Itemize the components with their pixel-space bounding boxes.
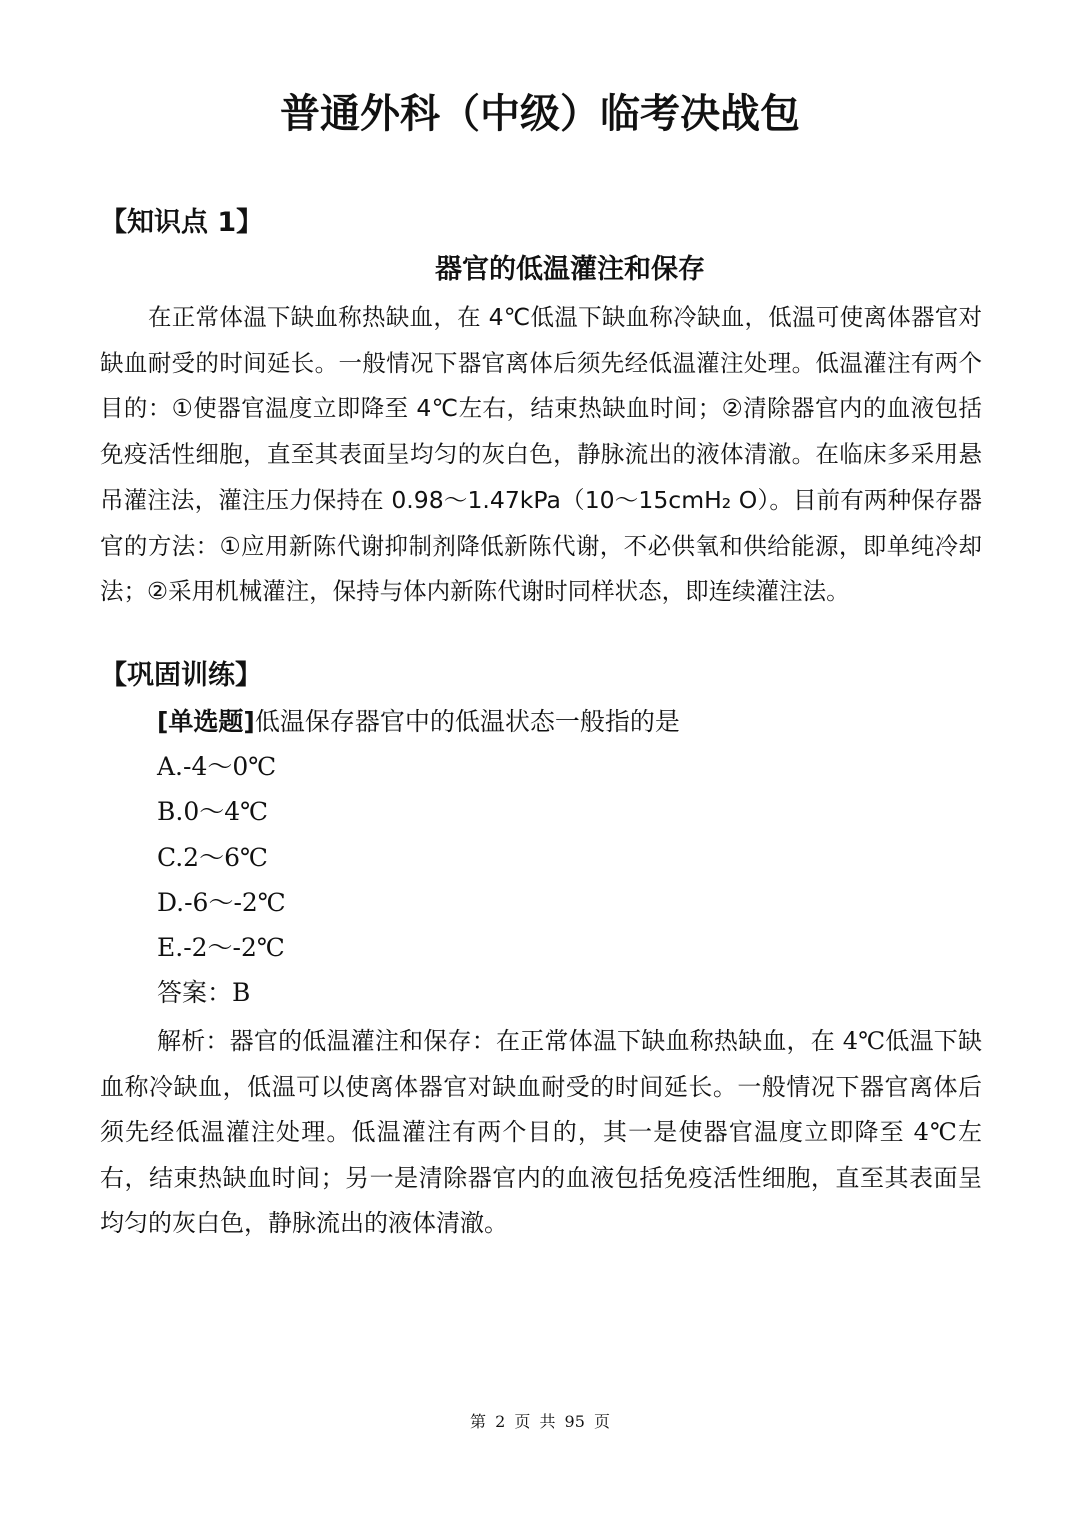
knowledge-point-label: 【知识点 1】: [100, 207, 264, 238]
analysis: 解析：器官的低温灌注和保存：在正常体温下缺血称热缺血，在 4℃低温下缺血称冷缺血，低温可以使离体器官对缺血耐受的时间延长。一般情况下器官离体后须先经低温灌注处理。低温灌注有两个目的，其一是使器官温度立即降至 4℃左右，结束热缺血时间；另一是清除器官内的血液包括免疫活性细胞，直至其表面呈均匀的灰白色，静脉流出的液体清澈。: [100, 1027, 982, 1238]
knowledge-point-body: 在正常体温下缺血称热缺血，在 4℃低温下缺血称冷缺血，低温可使离体器官对缺血耐受的时间延长。一般情况下器官离体后须先经低温灌注处理。低温灌注有两个目的：①使器官温度立即降至 4℃左右，结束热缺血时间；②清除器官内的血液包括免疫活性细胞，直至其表面呈均匀的灰白色，静脉流出的液体清澈。在临床多采用悬吊灌注法，灌注压力保持在 0.98～1.47kPa（10～15cmH₂ O）。目前有两种保存器官的方法：①应用新陈代谢抑制剂降低新陈代谢，不必供氧和供给能源，即单纯冷却法；②采用机械灌注，保持与体内新陈代谢时同样状态，即连续灌注法。: [100, 303, 982, 606]
answer: 答案：B: [157, 978, 251, 1007]
practice-section-label: 【巩固训练】: [100, 660, 262, 691]
page-indicator: 第 2 页 共 95 页: [470, 1412, 610, 1431]
option-b: B.0～4℃: [157, 797, 269, 827]
answer-options: [157, 747, 286, 973]
option-d: D.-6～-2℃: [157, 887, 286, 917]
question-type: [单选题]: [157, 707, 255, 736]
option-e: E.-2～-2℃: [157, 933, 285, 963]
option-a: A.-4～0℃: [157, 752, 277, 781]
question-text: 低温保存器官中的低温状态一般指的是: [254, 707, 680, 736]
question: [157, 702, 982, 743]
document-title: 普通外科（中级）临考决战包: [280, 91, 800, 137]
knowledge-point-heading: 器官的低温灌注和保存: [435, 254, 705, 285]
option-c: C.2～6℃: [157, 842, 268, 872]
